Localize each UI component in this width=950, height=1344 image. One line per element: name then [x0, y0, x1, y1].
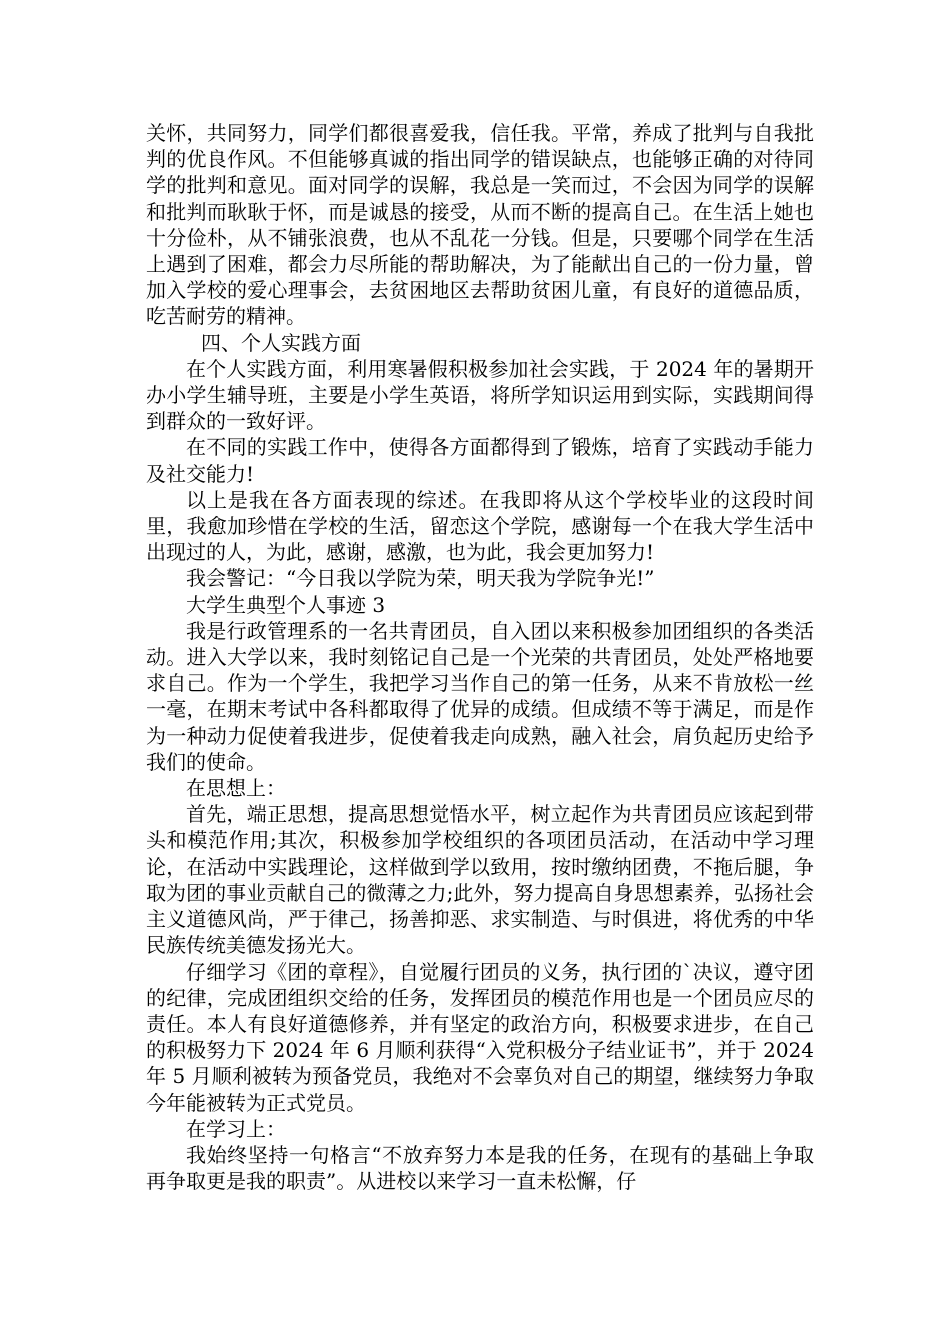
- subheading-ideology: 在思想上：: [186, 776, 286, 801]
- paragraph-study: 我始终坚持一句格言“不放弃努力本是我的任务，在现有的基础上争取再争取更是我的职责”。从进校以来学习一直未松懈，仔: [146, 1142, 814, 1194]
- paragraph-motto: 我会警记：“今日我以学院为荣，明天我为学院争光!”: [186, 566, 655, 591]
- paragraph-continuation: 关怀，共同努力，同学们都很喜爱我，信任我。平常，养成了批判与自我批判的优良作风。不但能够真诚的指出同学的错误缺点，也能够正确的对待同学的批判和意见。面对同学的误解，我总是一笑而过，不会因为同学的误解和批判而耿耿于怀，而是诚恳的接受，从而不断的提高自己。在生活上她也十分俭朴，从不铺张浪费，也从不乱花一分钱。但是，只要哪个同学在生活上遇到了困难，都会力尽所能的帮助解决，为了能献出自己的一份力量，曾加入学校的爱心理事会，去贫困地区去帮助贫困儿童，有良好的道德品质，吃苦耐劳的精神。: [146, 121, 814, 329]
- subheading-study: 在学习上：: [186, 1116, 286, 1141]
- paragraph-intro: 我是行政管理系的一名共青团员，自入团以来积极参加团组织的各类活动。进入大学以来，我时刻铭记自己是一个光荣的共青团员，处处严格地要求自己。作为一个学生，我把学习当作自己的第一任务，从来不肯放松一丝一毫，在期末考试中各科都取得了优异的成绩。但成绩不等于满足，而是作为一种动力促使着我进步，促使着我走向成熟，融入社会，肩负起历史给予我们的使命。: [146, 618, 814, 774]
- section-title-story-3: 大学生典型个人事迹 3: [186, 592, 386, 617]
- paragraph-practice: 在个人实践方面，利用寒暑假积极参加社会实践，于 2024 年的暑期开办小学生辅导班，主要是小学生英语，将所学知识运用到实际，实践期间得到群众的一致好评。: [146, 356, 814, 434]
- paragraph-summary: 以上是我在各方面表现的综述。在我即将从这个学校毕业的这段时间里，我愈加珍惜在学校的生活，留恋这个学院，感谢每一个在我大学生活中出现过的人，为此，感谢，感激，也为此，我会更加努力!: [146, 487, 814, 565]
- paragraph-ideology: 首先，端正思想，提高思想觉悟水平，树立起作为共青团员应该起到带头和模范作用;其次，积极参加学校组织的各项团员活动，在活动中学习理论，在活动中实践理论，这样做到学以致用，按时缴纳团费，不拖后腿，争取为团的事业贡献自己的微薄之力;此外，努力提高自身思想素养，弘扬社会主义道德风尚，严于律己，扬善抑恶、求实制造、与时俱进，将优秀的中华民族传统美德发扬光大。: [146, 802, 814, 958]
- paragraph-charter: 仔细学习《团的章程》，自觉履行团员的义务，执行团的`决议，遵守团的纪律，完成团组织交给的任务，发挥团员的模范作用也是一个团员应尽的责任。本人有良好道德修养，并有坚定的政治方向，积极要求进步，在自己的积极努力下 2024 年 6 月顺利获得“入党积极分子结业证书”，并于 2024 年 5 月顺利被转为预备党员，我绝对不会辜负对自己的期望，继续努力争取今年能被转为正式党员。: [146, 959, 821, 1115]
- section-heading-practice: 四、个人实践方面: [201, 330, 361, 355]
- paragraph-practice-result: 在不同的实践工作中，使得各方面都得到了锻炼，培育了实践动手能力及社交能力!: [146, 435, 814, 486]
- document-body: [146, 120, 821, 1194]
